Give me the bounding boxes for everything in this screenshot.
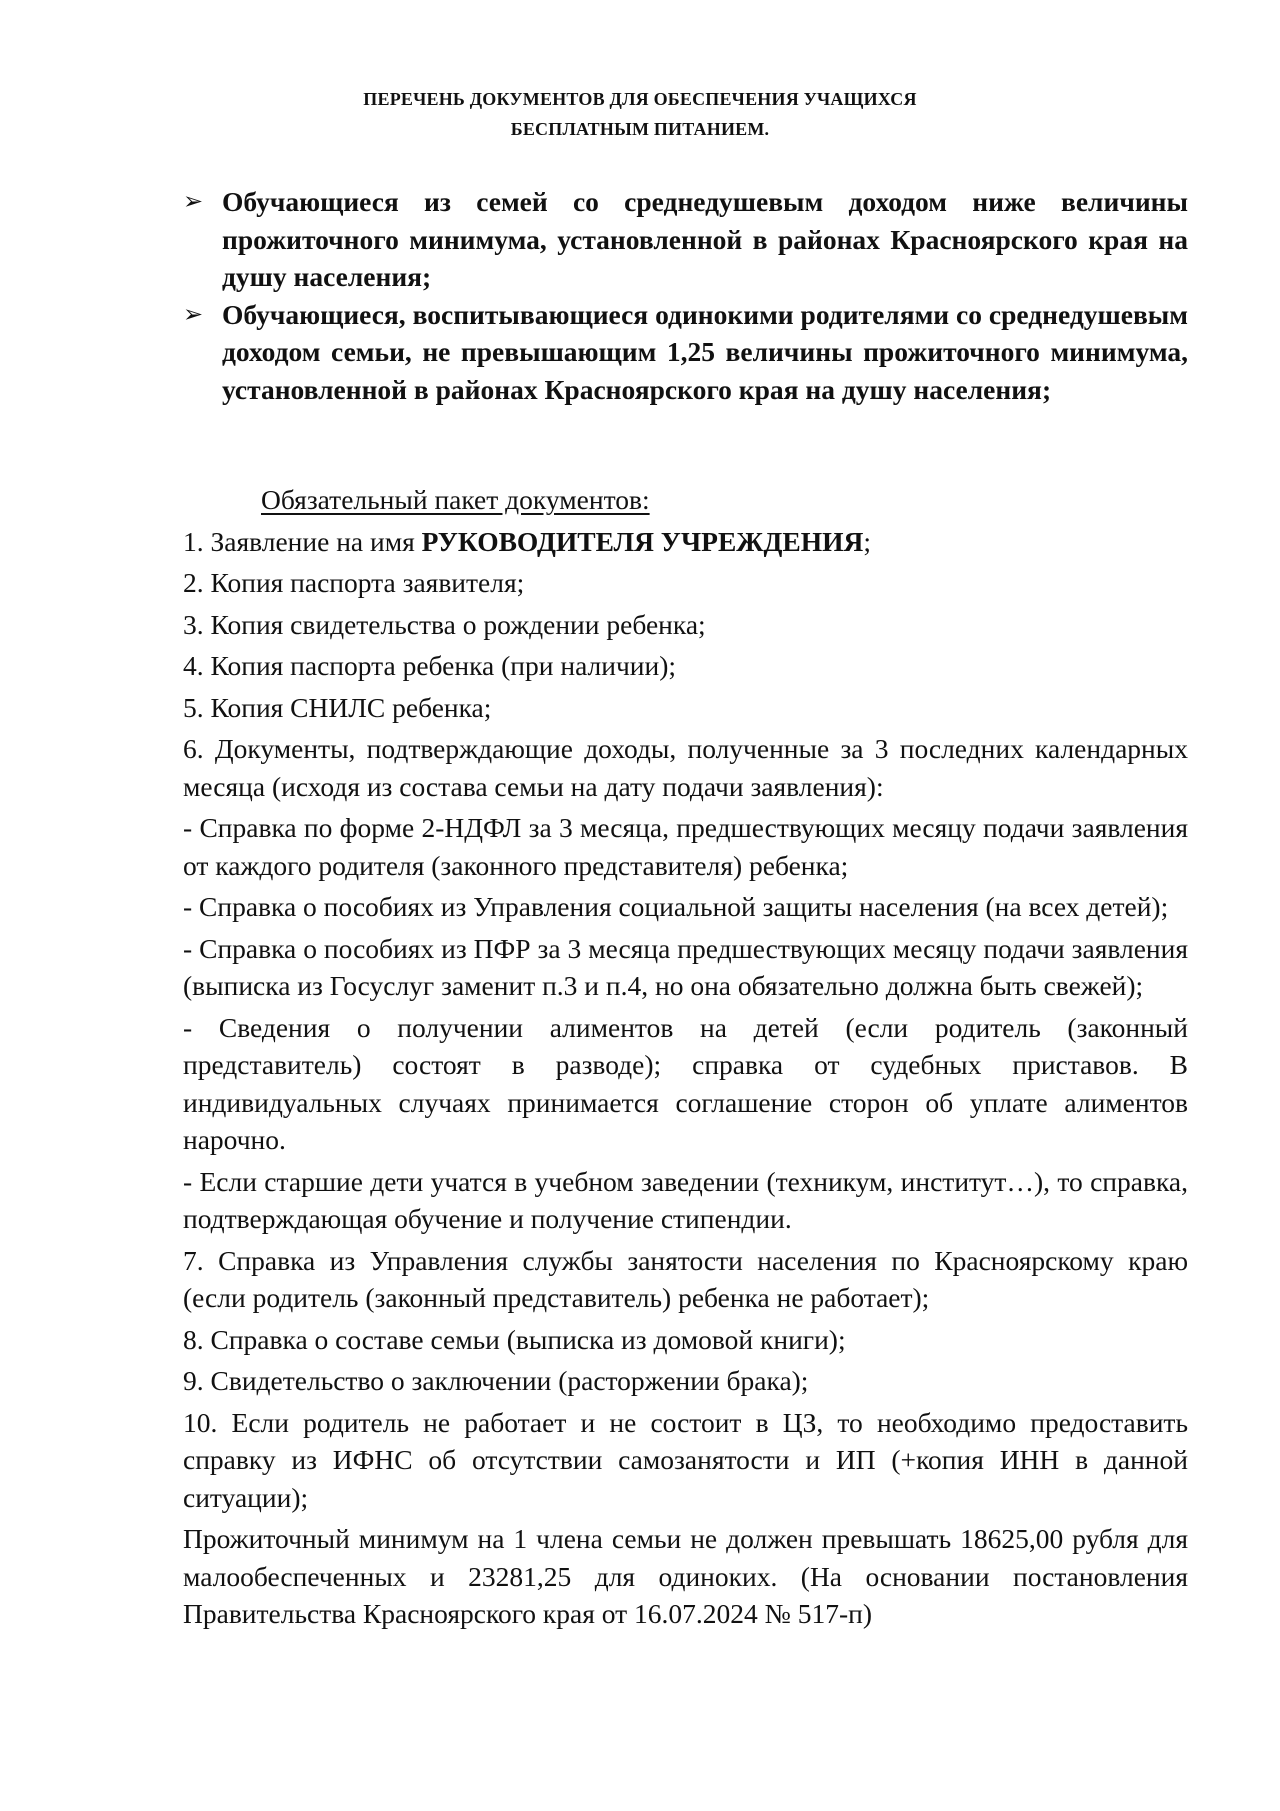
item-1-prefix: 1. Заявление на имя [183, 525, 422, 557]
list-subitem: - Справка о пособиях из ПФР за 3 месяца предшествующих месяцу подачи заявления (выписка из Госуслуг заменит п.3 и п.4, но она обязательно должна быть свежей); [183, 932, 1188, 1001]
arrow-bullet-icon: ➢ [183, 187, 204, 215]
list-item-6: 6. Документы, подтверждающие доходы, полученные за 3 последних календарных месяца (исходя из состава семьи на дату подачи заявления): [183, 733, 1188, 802]
title-line-1: ПЕРЕЧЕНЬ ДОКУМЕНТОВ ДЛЯ ОБЕСПЕЧЕНИЯ УЧАЩИХСЯ [363, 89, 917, 109]
list-item-4: 4. Копия паспорта ребенка (при наличии); [183, 650, 677, 681]
arrow-bullet-icon: ➢ [183, 299, 204, 328]
list-subitem: - Справка о пособиях из Управления социальной защиты населения (на всех детей); [183, 891, 1169, 922]
list-item-8: 8. Справка о составе семьи (выписка из домовой книги); [183, 1323, 846, 1355]
list-subitem: - Справка по форме 2-НДФЛ за 3 месяца, предшествующих месяцу подачи заявления от каждого родителя (законного представителя) ребенка; [183, 812, 1188, 881]
eligibility-item [183, 183, 1188, 296]
list-item-2: 2. Копия паспорта заявителя; [183, 567, 525, 598]
eligibility-text: Обучающиеся, воспитывающиеся одинокими родителями со среднедушевым доходом семьи, не превышающим 1,25 величины прожиточного минимума, установленной в районах Красноярского края на душу населения; [222, 298, 1188, 405]
item-1-suffix: ; [863, 525, 872, 557]
list-item-7: 7. Справка из Управления службы занятости населения по Красноярскому краю (если родитель (законный представитель) ребенка не работает); [183, 1244, 1188, 1313]
list-subitem: - Сведения о получении алиментов на детей (если родитель (законный представитель) состоят в разводе); справка от судебных приставов. В индивидуальных случаях принимается соглашение сторон об уплате алиментов нарочно. [183, 1011, 1188, 1155]
item-1-bold: РУКОВОДИТЕЛЯ УЧРЕЖДЕНИЯ [421, 525, 864, 557]
document-title [0, 84, 1280, 144]
eligibility-text: Обучающиеся из семей со среднедушевым доходом ниже величины прожиточного минимума, установленной в районах Красноярского края на душу населения; [222, 186, 1188, 292]
list-item-9: 9. Свидетельство о заключении (расторжении брака); [183, 1365, 809, 1396]
final-note: Прожиточный минимум на 1 члена семьи не должен превышать 18625,00 рубля для малообеспеченных и 23281,25 для одиноких. (На основании постановления Правительства Красноярского края от 16.07.2024 № 517-п) [183, 1523, 1188, 1629]
package-heading: Обязательный пакет документов: [261, 484, 650, 515]
title-line-2: БЕСПЛАТНЫМ ПИТАНИЕМ. [510, 119, 770, 139]
eligibility-list [183, 183, 1188, 408]
list-item-5: 5. Копия СНИЛС ребенка; [183, 691, 492, 723]
list-item-10: 10. Если родитель не работает и не состоит в ЦЗ, то необходимо предоставить справку из ИФНС об отсутствии самозанятости и ИП (+копия ИНН в данной ситуации); [183, 1406, 1188, 1513]
eligibility-item [183, 296, 1188, 409]
list-subitem: - Если старшие дети учатся в учебном заведении (техникум, институт…), то справка, подтверждающая обучение и получение стипендии. [183, 1165, 1188, 1234]
list-item-1 [183, 523, 1188, 561]
list-item-3: 3. Копия свидетельства о рождении ребенка; [183, 608, 706, 640]
document-body [183, 481, 1188, 1637]
